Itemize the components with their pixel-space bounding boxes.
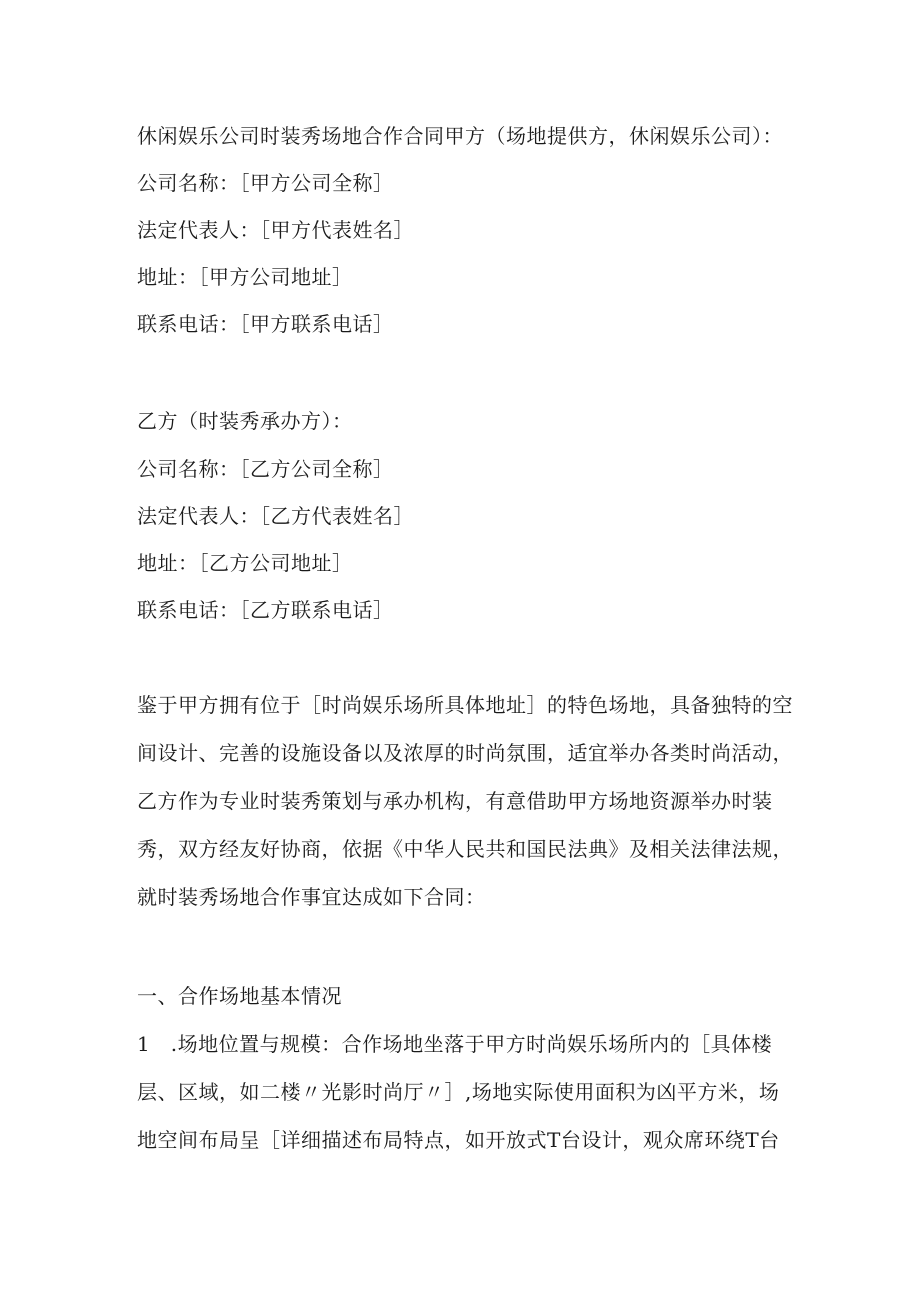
party-a-heading: 休闲娱乐公司时装秀场地合作合同甲方（场地提供方，休闲娱乐公司）： <box>137 124 783 148</box>
party-b-legal-rep: 法定代表人：［乙方代表姓名］ <box>137 504 414 528</box>
section-1-line: 层、区域，如二楼〃光影时尚厅〃］,场地实际使用面积为凶平方米，场 <box>137 1080 780 1104</box>
preamble-line: 乙方作为专业时装秀策划与承办机构，有意借助甲方场地资源举办时装 <box>137 789 773 813</box>
party-a-phone: 联系电话：［甲方联系电话］ <box>137 312 394 336</box>
party-b-address: 地址：［乙方公司地址］ <box>137 551 353 575</box>
party-a-legal-rep: 法定代表人：［甲方代表姓名］ <box>137 218 414 242</box>
section-1-line: 地空间布局呈［详细描述布局特点，如开放式T台设计，观众席环绕T台 <box>137 1128 780 1152</box>
section-1-title: 一、合作场地基本情况 <box>137 984 342 1008</box>
party-a-address: 地址：［甲方公司地址］ <box>137 265 353 289</box>
section-1-line: 1 .场地位置与规模：合作场地坐落于甲方时尚娱乐场所内的［具体楼 <box>137 1032 773 1056</box>
party-b-company-name: 公司名称：［乙方公司全称］ <box>137 457 394 481</box>
preamble-line: 鉴于甲方拥有位于［时尚娱乐场所具体地址］的特色场地，具备独特的空 <box>137 693 793 717</box>
preamble-line: 就时装秀场地合作事宜达成如下合同： <box>137 885 486 909</box>
party-b-heading: 乙方（时装秀承办方）： <box>137 409 353 433</box>
party-a-company-name: 公司名称：［甲方公司全称］ <box>137 171 394 195</box>
preamble-line: 间设计、完善的设施设备以及浓厚的时尚氛围，适宜举办各类时尚活动， <box>137 741 793 765</box>
party-b-phone: 联系电话：［乙方联系电话］ <box>137 598 394 622</box>
preamble-line: 秀，双方经友好协商，依据《中华人民共和国民法典》及相关法律法规， <box>137 837 793 861</box>
